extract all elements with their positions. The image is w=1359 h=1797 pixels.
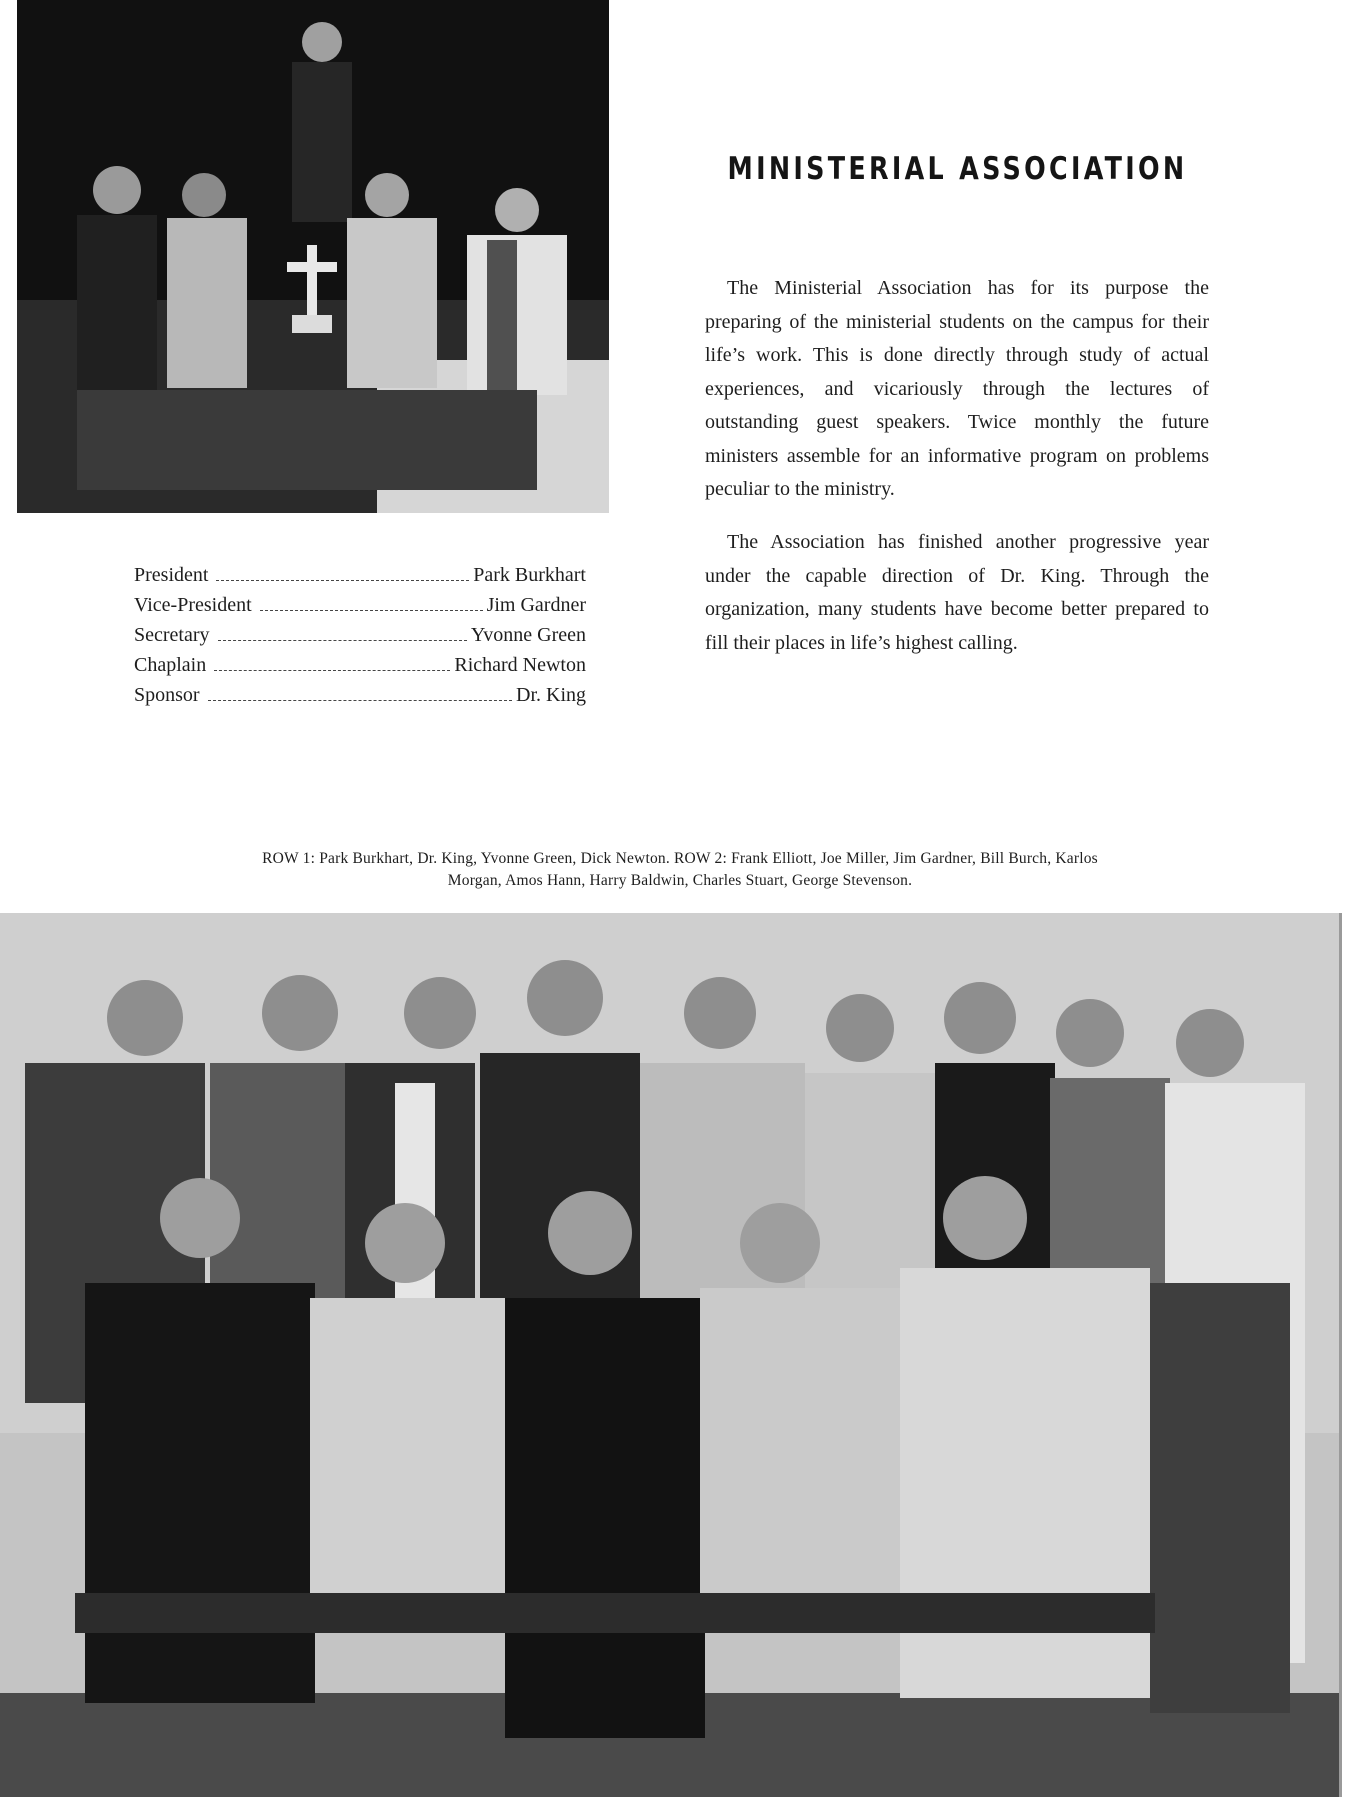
leader-dots	[208, 700, 512, 701]
leader-dots	[216, 580, 469, 581]
leader-dots	[260, 610, 483, 611]
officer-name: Dr. King	[516, 684, 586, 706]
leader-dots	[214, 670, 450, 671]
photo-caption: ROW 1: Park Burkhart, Dr. King, Yvonne Green, Dick Newton. ROW 2: Frank Elliott, Joe Miller, Jim Gardner, Bill Burch, Karlos Morgan, Amos Hann, Harry Baldwin, Charles Stuart, George Stevenson.	[262, 850, 1098, 889]
description-paragraph: The Ministerial Association has for its purpose the preparing of the ministerial students on the campus for their life’s work. This is done directly through study of actual experiences, and vicariously through the lectures of outstanding guest speakers. Twice monthly the future ministers assemble for an informative program on problems peculiar to the ministry.	[705, 277, 1209, 500]
officer-role: Chaplain	[134, 654, 207, 676]
officers-list	[134, 560, 586, 710]
officer-role: Vice-President	[134, 594, 252, 616]
page-edge-line	[1339, 913, 1342, 1797]
officer-row	[134, 560, 586, 590]
officer-role: Sponsor	[134, 684, 200, 706]
officer-role: Secretary	[134, 624, 210, 646]
officers-photo	[17, 0, 609, 513]
officer-row	[134, 590, 586, 620]
officer-name: Jim Gardner	[486, 594, 586, 616]
officer-name: Yvonne Green	[470, 624, 586, 646]
officer-row	[134, 680, 586, 710]
leader-dots	[218, 640, 467, 641]
group-photo	[0, 913, 1340, 1797]
page-title: MINISTERIAL ASSOCIATION	[727, 151, 1188, 187]
officer-role: President	[134, 564, 209, 586]
description-paragraph: The Association has finished another progressive year under the capable direction of Dr. King. Through the organization, many students have become better prepared to fill their places in life’s highest calling.	[705, 531, 1209, 654]
officer-row	[134, 650, 586, 680]
officer-row	[134, 620, 586, 650]
officer-name: Richard Newton	[454, 654, 586, 676]
officer-name: Park Burkhart	[473, 564, 586, 586]
